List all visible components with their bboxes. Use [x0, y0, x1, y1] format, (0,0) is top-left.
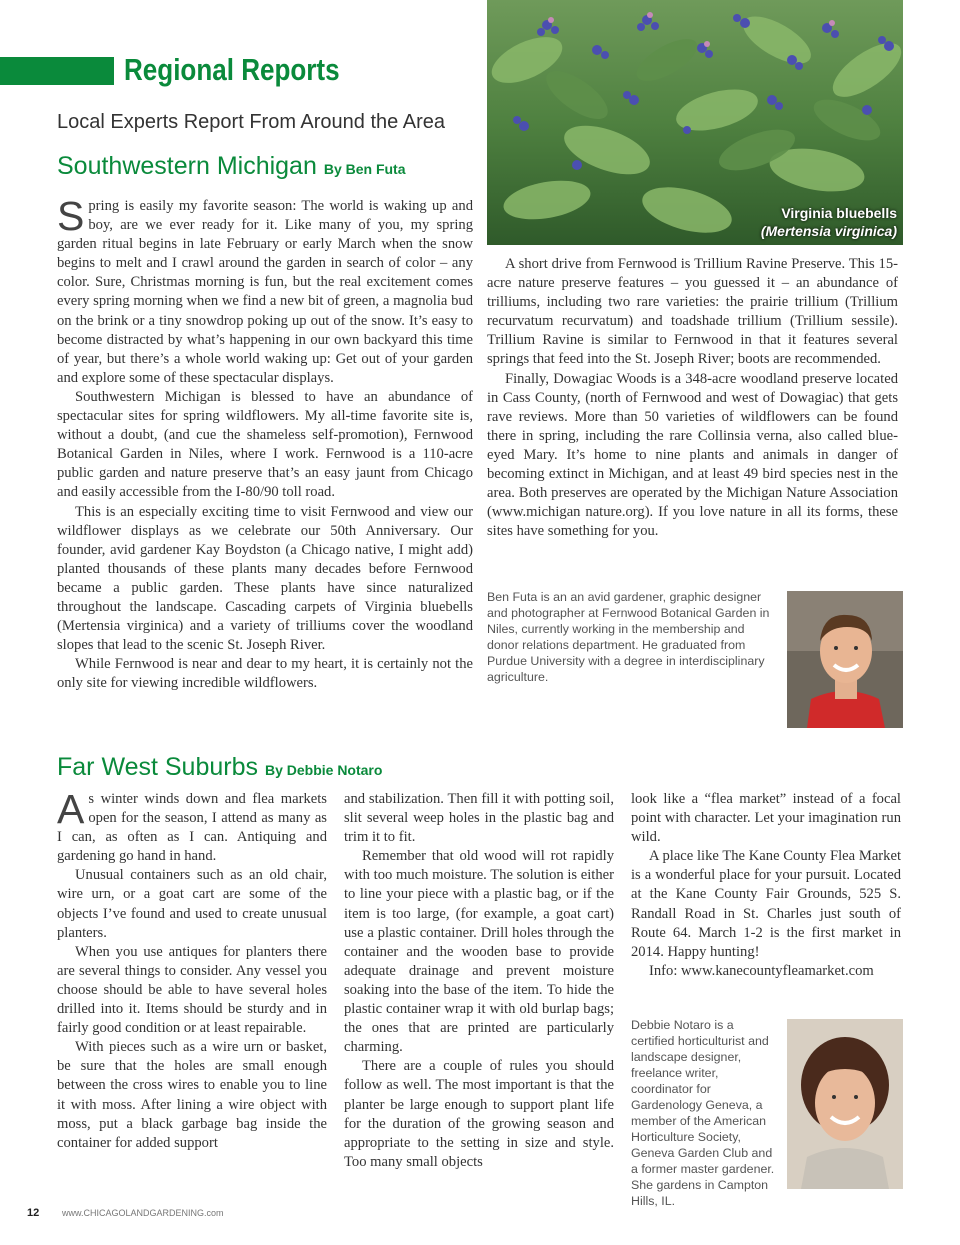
article2-author-bio: Debbie Notaro is a certified horticulturist and landscape designer, freelance writer, coordinator for Gardenology Geneva, a member of the American Horticulture Society, Geneva Garden Club and a former master gardener. She gardens in Campton Hills, IL.: [631, 1018, 775, 1208]
author-photo-ben-futa: [787, 591, 903, 728]
article1-title: Southwestern Michigan: [57, 152, 317, 180]
article2-heading: [57, 753, 382, 782]
article1-paragraph: This is an especially exciting time to visit Fernwood and view our wildflower displays as we celebrate our 50th Anniversary. Our founder, avid gardener Kay Boydston (a Chicago native, I might add) planted thousands of these plants many decades before Fernwood became a public garden. These plants have since naturalized throughout the landscape. Cascading carpets of Virginia bluebells (Mertensia virginica) and a variety of trilliums cover the woodland slopes that lead to the scenic St. Joseph River.: [57, 503, 473, 654]
photo-caption-line2: (Mertensia virginica): [760, 223, 897, 239]
article2-paragraph: and stabilization. Then fill it with potting soil, slit several weep holes in the plastic bag and trim it to fit.: [344, 791, 614, 846]
photo-caption: [761, 204, 897, 240]
article1-paragraph: Finally, Dowagiac Woods is a 348-acre woodland preserve located in Cass County, (north of Fernwood and west of Dowagiac) that gets rave reviews. More than 50 varieties of wildflowers can be found there in spring, including the rare Collinsia verna, also called blue-eyed Mary. It’s home to nine plants and animals in danger of becoming extinct in Michigan, and at least 49 bird species nest in the area. Both preserves are operated by the Michigan Nature Association (www.michigan nature.org). If you love nature in all its forms, these sites have something for you.: [487, 370, 898, 540]
article2-paragraph: A place like The Kane County Flea Market is a wonderful place for your pursuit. Located at the Kane County Fair Grounds, 525 S. Randall Road in St. Charles just south of Route 64. March 1-2 is the first market in 2014. Happy hunting!: [631, 848, 901, 960]
article2-column1: [57, 786, 327, 1153]
article1-byline: By Ben Futa: [323, 161, 406, 177]
header-accent-bar: [0, 57, 114, 85]
author-portrait-ben: [787, 591, 903, 728]
footer-url: www.CHICAGOLANDGARDENING.com: [62, 1208, 224, 1218]
article2-drop-cap: A: [57, 786, 85, 832]
article1-drop-cap: S: [57, 193, 85, 239]
article2-paragraph: s winter winds down and flea markets open for the season, I attend as many as I can, as often as I can. Antiquing and gardening go hand in hand.: [57, 791, 327, 865]
article2-paragraph: When you use antiques for planters there are several things to consider. Any vessel you choose should be able to have several holes drilled into it. Items should be sturdy and in fairly good condition or at least repairable.: [57, 943, 327, 1037]
article2-byline: By Debbie Notaro: [264, 762, 383, 778]
section-subtitle: Local Experts Report From Around the Area: [57, 111, 445, 133]
article2-paragraph: With pieces such as a wire urn or basket, be sure that the holes are small enough between the cross wires to enable you to line it with moss. After lining a wire object with moss, put a black garbage bag inside the container for added support: [57, 1039, 327, 1151]
article2-paragraph: There are a couple of rules you should follow as well. The most important is that the planter be large enough to support plant life for the duration of the growing season and appropriate to the setting in size and style. Too many small objects: [344, 1058, 614, 1170]
article1-column2: [487, 255, 898, 541]
article1-heading: [57, 152, 406, 181]
article1-paragraph: While Fernwood is near and dear to my heart, it is certainly not the only site for viewing incredible wildflowers.: [57, 656, 473, 692]
article2-paragraph: Unusual containers such as an old chair, wire urn, or a goat cart are some of the objects I’ve found and used to create unusual planters.: [57, 867, 327, 941]
author-photo-debbie-notaro: [787, 1019, 903, 1189]
article1-paragraph: A short drive from Fernwood is Trillium Ravine Preserve. This 15-acre nature preserve features – you guessed it – an abundance of trilliums, including two rare varieties: the prairie trillium (Trillium recurvatum recurvatum) and toadshade trillium (Trillium sessile). Trillium Ravine is similar to Fernwood in that it features several springs that feed into the St. Joseph River; boots are recommended.: [487, 256, 898, 368]
article2-paragraph: look like a “flea market” instead of a focal point with character. Let your imagination run wild.: [631, 791, 901, 846]
photo-caption-line1: Virginia bluebells: [781, 205, 897, 221]
article2-info-line: Info: www.kanecountyfleamarket.com: [649, 962, 874, 979]
article2-column3: [631, 790, 901, 981]
article1-paragraph: pring is easily my favorite season: The world is waking up and boy, are we ever ready for it. Like many of you, my spring garden ritual begins in late February or early March when the snow begins to melt and I crawl around the garden in search of color – any color. Sure, Christmas morning is fun, but the real excitement comes every spring morning when we find a new bit of green, a magnolia bud on the brink or a tiny snowdrop poking up out of the snow. It’s easy to become distracted by what’s happening in our own backyard this time of year, but there’s a whole world waking up: Get out of your garden and explore some of these spectacular displays.: [57, 198, 473, 386]
article1-author-bio: Ben Futa is an an avid gardener, graphic designer and photographer at Fernwood Botanical Garden in Niles, currently working in the membership and donor relations department. He graduated from Purdue University with a degree in interdisciplinary agriculture.: [487, 590, 770, 684]
author-portrait-debbie: [787, 1019, 903, 1189]
article2-paragraph: Remember that old wood will rot rapidly with too much moisture. The solution is either to line your piece with a plastic bag, or if the item is too large, (for example, a goat cart) use a plastic container. Drill holes through the container and the wooden base to provide adequate drainage and prevent moisture soaking into the base of the item. To hide the plastic container wrap it with old burlap bags; the ones that are printed are particularly charming.: [344, 848, 614, 1056]
bluebells-photo: [487, 0, 903, 245]
section-title: Regional Reports: [124, 52, 340, 87]
article1-paragraph: Southwestern Michigan is blessed to have an abundance of spectacular sites for spring wildflowers. My all-time favorite site is, without a doubt, (and cue the shameless self-promotion), Fernwood Botanical Garden in Niles, where I work. Fernwood is a 110-acre public garden and nature preserve that’s an easy jaunt from Chicago and easily accessible from the I-80/90 toll road.: [57, 388, 473, 501]
article2-column2: [344, 790, 614, 1172]
article1-column1: [57, 193, 473, 693]
article2-title: Far West Suburbs: [57, 753, 259, 781]
page-number: 12: [27, 1207, 40, 1219]
